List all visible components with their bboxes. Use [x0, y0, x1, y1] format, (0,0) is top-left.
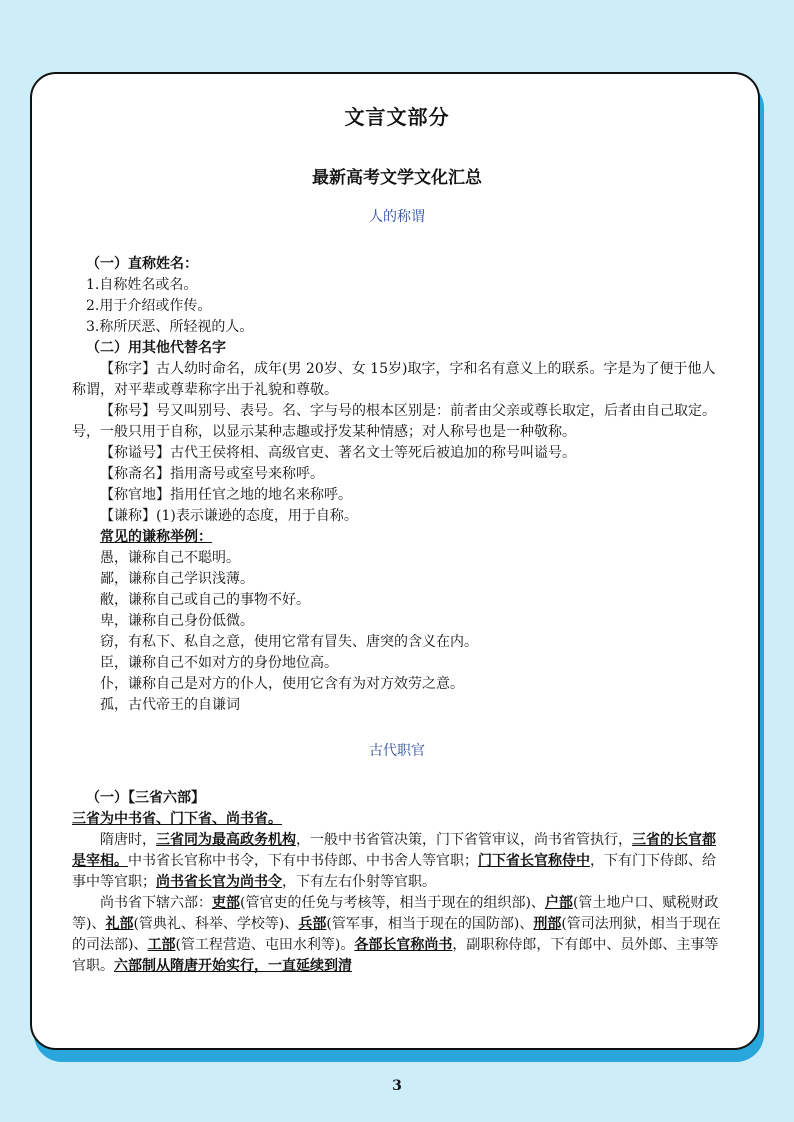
text: ，下有门下侍郎、给事中等官职； — [72, 853, 716, 890]
example-item: 敝，谦称自己或自己的事物不好。 — [100, 592, 310, 608]
text: ，副职称侍郎，下有郎中、员外郎、主事等官职。 — [72, 937, 719, 974]
page-title: 文言文部分 — [344, 105, 450, 129]
example-item: 窃，有私下、私自之意，使用它常有冒失、唐突的含义在内。 — [100, 634, 478, 650]
example-item: 愚，谦称自己不聪明。 — [100, 550, 240, 566]
text: (管工程营造、屯田水利等)。 — [175, 937, 355, 953]
emphasis: 尚书省长官为尚书令 — [156, 874, 282, 890]
paragraph-qian: 【谦称】(1)表示谦逊的态度，用于自称。 — [100, 508, 358, 524]
list-item: 1.自称姓名或名。 — [86, 277, 198, 293]
three-departments-line: 三省为中书省、门下省、尚书省。 — [72, 811, 282, 827]
emphasis: 各部长官称尚书 — [354, 937, 453, 953]
emphasis: 门下省长官称侍中 — [478, 853, 590, 869]
section-heading-officials: 古代职官 — [369, 743, 425, 759]
paragraph-shi: 【称谥号】古代王侯将相、高级官吏、著名文士等死后被追加的称号叫谥号。 — [100, 445, 576, 461]
paragraph-sui-tang — [72, 830, 722, 893]
text: (管官吏的任免与考核等，相当于现在的组织部)、 — [240, 895, 545, 911]
emphasis: 兵部 — [298, 916, 327, 932]
emphasis: 户部 — [544, 895, 573, 911]
section-titles — [72, 254, 722, 716]
text: (管土地户口、赋税财政等)、 — [72, 895, 719, 932]
paragraph-zi: 【称字】古人幼时命名，成年(男 20岁、女 15岁)取字，字和名有意义上的联系。字是为了便于他人称谓，对平辈或尊辈称字出于礼貌和尊敬。 — [72, 361, 716, 398]
section-officials — [72, 788, 722, 977]
common-examples-heading: 常见的谦称举例： — [100, 529, 212, 545]
emphasis: 吏部 — [212, 895, 240, 911]
subheading-three-departments: （一）【三省六部】 — [86, 790, 205, 806]
list-item: 3.称所厌恶、所轻视的人。 — [86, 319, 254, 335]
list-item: 2.用于介绍或作传。 — [86, 298, 212, 314]
paragraph-zhai: 【称斋名】指用斋号或室号来称呼。 — [100, 466, 324, 482]
emphasis: 刑部 — [533, 916, 562, 932]
emphasis: 三省的长官都是宰相。 — [72, 832, 716, 869]
paragraph-hao: 【称号】号又叫别号、表号。名、字与号的根本区别是：前者由父亲或尊长取定，后者由自己取定。号，一般只用于自称，以显示某种志趣或抒发某种情感；对人称号也是一种敬称。 — [72, 403, 716, 440]
example-item: 卑，谦称自己身份低微。 — [100, 613, 254, 629]
subheading-other-names: （二）用其他代替名字 — [86, 340, 226, 356]
text: 尚书省下辖六部： — [100, 895, 212, 911]
subtitle: 最新高考文学文化汇总 — [312, 168, 482, 188]
example-item: 孤，古代帝王的自谦词 — [100, 697, 240, 713]
text: ，一般中书省管决策，门下省管审议，尚书省管执行， — [296, 832, 632, 848]
emphasis: 工部 — [147, 937, 176, 953]
text: (管司法刑狱，相当于现在的司法部)、 — [72, 916, 721, 953]
paragraph-guan: 【称官地】指用任官之地的地名来称呼。 — [100, 487, 352, 503]
text: ，下有左右仆射等官职。 — [282, 874, 436, 890]
text: (管典礼、科举、学校等)、 — [133, 916, 299, 932]
text: 隋唐时， — [100, 832, 156, 848]
paragraph-six-ministries — [72, 893, 722, 977]
document-body — [72, 100, 722, 977]
subheading-direct-name: （一）直称姓名： — [86, 256, 198, 272]
emphasis: 三省同为最高政务机构 — [156, 832, 296, 848]
emphasis: 六部制从隋唐开始实行，一直延续到清 — [114, 958, 352, 974]
text: (管军事，相当于现在的国防部)、 — [326, 916, 534, 932]
example-item: 臣，谦称自己不如对方的身份地位高。 — [100, 655, 338, 671]
text: 中书省长官称中书令，下有中书侍郎、中书舍人等官职； — [128, 853, 478, 869]
example-item: 仆，谦称自己是对方的仆人，使用它含有为对方效劳之意。 — [100, 676, 464, 692]
example-item: 鄙，谦称自己学识浅薄。 — [100, 571, 254, 587]
emphasis: 礼部 — [105, 916, 134, 932]
page-number: 3 — [392, 1078, 402, 1094]
section-heading-titles: 人的称谓 — [369, 209, 425, 225]
